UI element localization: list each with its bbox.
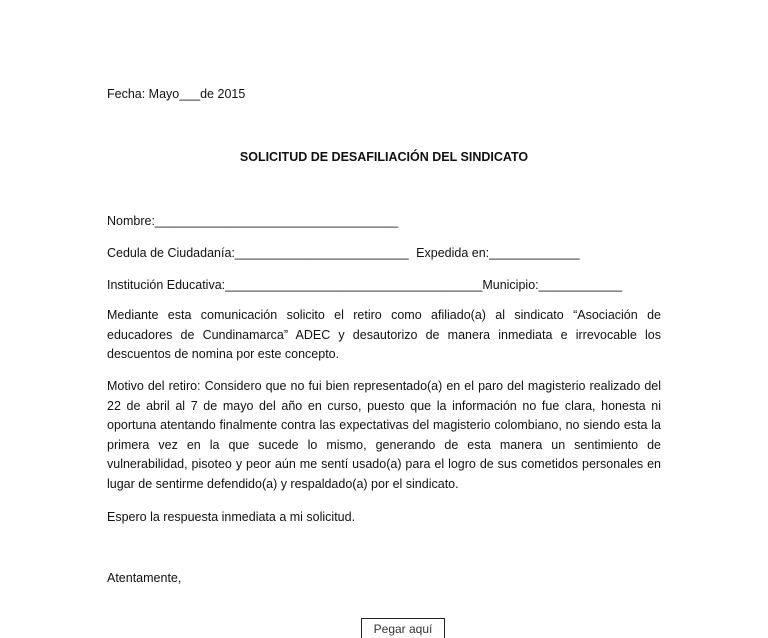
document-title: SOLICITUD DE DESAFILIACIÓN DEL SINDICATO <box>239 150 529 164</box>
id-issued-field: Expedida en:_____________ <box>416 246 580 260</box>
name-field: Nombre:___________________________________ <box>107 214 399 228</box>
institution-field: Institución Educativa:_____________________________________ <box>107 278 483 292</box>
id-field-row <box>107 246 580 260</box>
municipality-field: Municipio:____________ <box>482 278 623 292</box>
date-line: Fecha: Mayo___de 2015 <box>107 87 246 101</box>
institution-field-row <box>107 278 622 292</box>
closing-line: Atentamente, <box>107 571 182 585</box>
paragraph-expectation: Espero la respuesta inmediata a mi solicitud. <box>107 510 356 524</box>
id-number-field: Cedula de Ciudadanía:_________________________ <box>107 246 409 260</box>
paragraph-reason: Motivo del retiro: Considero que no fui bien representado(a) en el paro del magisterio realizado del 22 de abril al 7 de mayo del año en curso, puesto que la información no fue clara, honesta ni oportuna atentando finalmente contra las expectativas del magisterio colombiano, no siendo esta la primera vez en la que sucede lo mismo, generando de esta manera un sentimiento de vulnerabilidad, pisoteo y peor aún me sentí usado(a) para el logro de sus cometidos personales en lugar de sentirme defendido(a) y respaldado(a) por el sindicato. <box>107 379 661 491</box>
paragraph-request: Mediante esta comunicación solicito el retiro como afiliado(a) al sindicato “Asociación de educadores de Cundinamarca” ADEC y desautorizo de manera inmediata e irrevocable los descuentos de nomina por este concepto. <box>107 308 661 362</box>
paste-here-box: Pegar aquí <box>361 618 445 638</box>
